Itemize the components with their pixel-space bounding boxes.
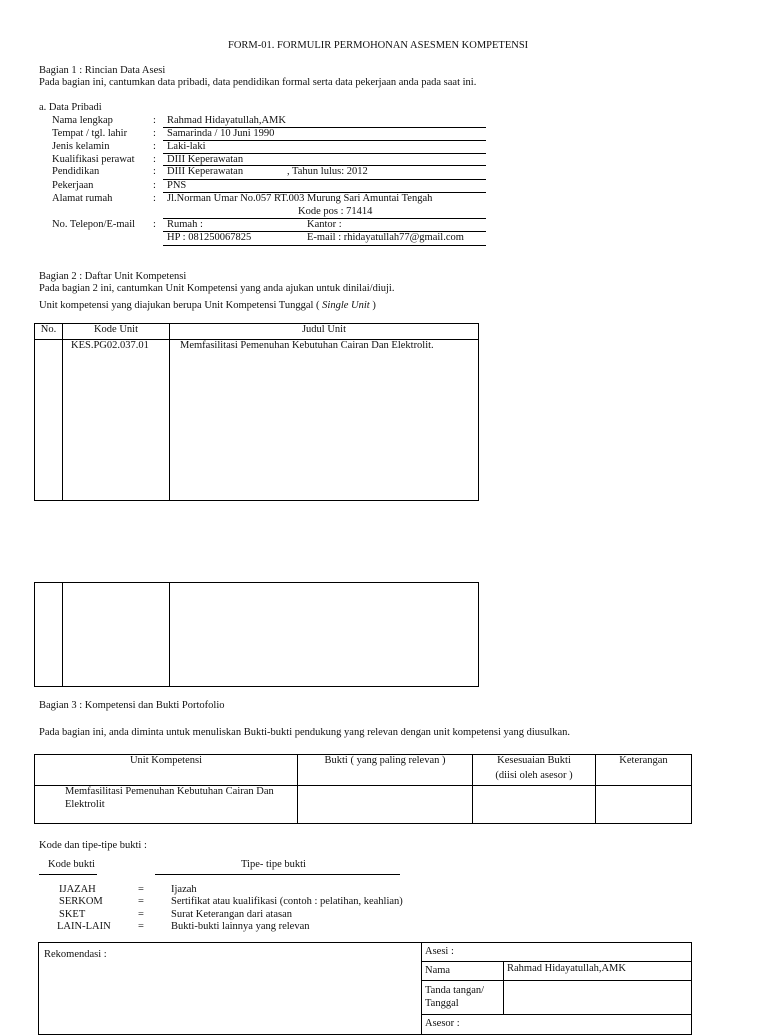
bagian1-heading: Bagian 1 : Rincian Data Asesi [39, 65, 166, 76]
col-judul-unit-header: Judul Unit [170, 324, 479, 340]
unit-kompetensi-table [34, 323, 479, 501]
nama-label: Nama [422, 962, 504, 981]
equals: = [138, 884, 144, 895]
nama-value: Rahmad Hidayatullah,AMK [504, 962, 692, 981]
header-underline [39, 874, 97, 875]
table-header-row [35, 324, 479, 340]
kode-pos-value: Kode pos : 71414 [298, 206, 373, 217]
bagian2-description: Pada bagian 2 ini, cantumkan Unit Kompetensi yang anda ajukan untuk dinilai/diuji. [39, 283, 395, 294]
col-no-header: No. [35, 324, 63, 340]
col-keterangan-header: Keterangan [596, 755, 692, 786]
col-unit-kompetensi-header: Unit Kompetensi [35, 755, 298, 786]
row-keterangan-cell [596, 786, 692, 824]
bagian2-heading: Bagian 2 : Daftar Unit Kompetensi [39, 271, 187, 282]
row-bukti-cell [298, 786, 473, 824]
list-item-code: SERKOM [59, 896, 103, 907]
nama-label: Nama lengkap [52, 115, 113, 126]
underline [163, 179, 486, 180]
unit-kompetensi-table-continued [34, 582, 479, 687]
jenis-kelamin-label: Jenis kelamin [52, 141, 110, 152]
pendidikan-value: DIII Keperawatan [167, 166, 244, 177]
underline [163, 245, 486, 246]
bagian3-heading: Bagian 3 : Kompetensi dan Bukti Portofolio [39, 700, 225, 711]
colon: : [153, 180, 156, 191]
signature-field[interactable] [504, 981, 692, 1015]
bukti-portofolio-table [34, 754, 692, 824]
empty-cell [35, 583, 63, 687]
asesi-label: Asesi : [422, 943, 692, 962]
colon: : [153, 219, 156, 230]
col-bukti-header: Bukti ( yang paling relevan ) [298, 755, 473, 786]
table-row [35, 340, 479, 501]
empty-cell [170, 583, 479, 687]
kantor-phone-label: Kantor : [307, 219, 342, 230]
pekerjaan-value: PNS [167, 180, 187, 191]
jenis-kelamin-value: Laki-laki [167, 141, 206, 152]
single-unit-line: Unit kompetensi yang diajukan berupa Unit Kompetensi Tunggal ( Single Unit ) [39, 300, 376, 311]
pekerjaan-label: Pekerjaan [52, 180, 94, 191]
colon: : [153, 193, 156, 204]
colon: : [153, 141, 156, 152]
ttl-label: Tempat / tgl. lahir [52, 128, 128, 139]
row-no-cell [35, 340, 63, 501]
rekomendasi-cell: Rekomendasi : [39, 943, 422, 1035]
list-item-code: SKET [59, 909, 86, 920]
table-header-row [35, 755, 692, 786]
underline [163, 218, 486, 219]
underline [163, 153, 486, 154]
equals: = [138, 896, 144, 907]
kualifikasi-value: DIII Keperawatan [167, 154, 244, 165]
underline [163, 192, 486, 193]
col-kesesuaian-header: Kesesuaian Bukti (diisi oleh asesor ) [473, 755, 596, 786]
list-item-code: IJAZAH [59, 884, 96, 895]
bagian3-description: Pada bagian ini, anda diminta untuk menuliskan Bukti-bukti pendukung yang relevan dengan unit kompetensi yang diusulkan. [39, 727, 571, 738]
ttl-value: Samarinda / 10 Juni 1990 [167, 128, 275, 139]
colon: : [153, 115, 156, 126]
kualifikasi-label: Kualifikasi perawat [52, 154, 135, 165]
data-pribadi-heading: a. Data Pribadi [39, 102, 102, 113]
tipe-bukti-header: Tipe- tipe bukti [241, 859, 306, 870]
row-judul-cell: Memfasilitasi Pemenuhan Kebutuhan Cairan Dan Elektrolit. [170, 340, 479, 501]
underline [163, 165, 486, 166]
colon: : [153, 166, 156, 177]
row-kesesuaian-cell [473, 786, 596, 824]
list-item-desc: Sertifikat atau kualifikasi (contoh : pelatihan, keahlian) [171, 896, 403, 907]
form-title: FORM-01. FORMULIR PERMOHONAN ASESMEN KOMPETENSI [228, 40, 529, 51]
underline [163, 127, 486, 128]
rumah-phone-label: Rumah : [167, 219, 203, 230]
table-row [35, 786, 692, 824]
colon: : [153, 154, 156, 165]
bagian1-description: Pada bagian ini, cantumkan data pribadi, data pendidikan formal serta data pekerjaan anda pada saat ini. [39, 77, 477, 88]
telepon-label: No. Telepon/E-mail [52, 219, 136, 230]
equals: = [138, 921, 144, 932]
list-item-desc: Surat Keterangan dari atasan [171, 909, 292, 920]
rekomendasi-table [38, 942, 692, 1035]
underline [163, 231, 486, 232]
list-item-desc: Bukti-bukti lainnya yang relevan [171, 921, 310, 932]
asesor-label: Asesor : [422, 1015, 692, 1035]
tanda-tangan-label: Tanda tangan/ Tanggal [422, 981, 504, 1015]
list-item-code: LAIN-LAIN [57, 921, 111, 932]
kode-bukti-intro: Kode dan tipe-tipe bukti : [39, 840, 147, 851]
empty-cell [63, 583, 170, 687]
email-value: E-mail : rhidayatullah77@gmail.com [307, 232, 464, 243]
pendidikan-label: Pendidikan [52, 166, 100, 177]
tahun-lulus-value: , Tahun lulus: 2012 [287, 166, 368, 177]
table-row [35, 583, 479, 687]
header-underline [155, 874, 400, 875]
alamat-label: Alamat rumah [52, 193, 113, 204]
row-unit-cell: Memfasilitasi Pemenuhan Kebutuhan Cairan Dan Elektrolit [35, 786, 298, 824]
row-kode-cell: KES.PG02.037.01 [63, 340, 170, 501]
nama-value: Rahmad Hidayatullah,AMK [167, 115, 286, 126]
list-item-desc: Ijazah [171, 884, 197, 895]
underline [163, 140, 486, 141]
equals: = [138, 909, 144, 920]
hp-value: HP : 081250067825 [167, 232, 252, 243]
col-kode-unit-header: Kode Unit [63, 324, 170, 340]
kode-bukti-header: Kode bukti [48, 859, 95, 870]
alamat-value: Jl.Norman Umar No.057 RT.003 Murung Sari Amuntai Tengah [167, 193, 433, 204]
colon: : [153, 128, 156, 139]
